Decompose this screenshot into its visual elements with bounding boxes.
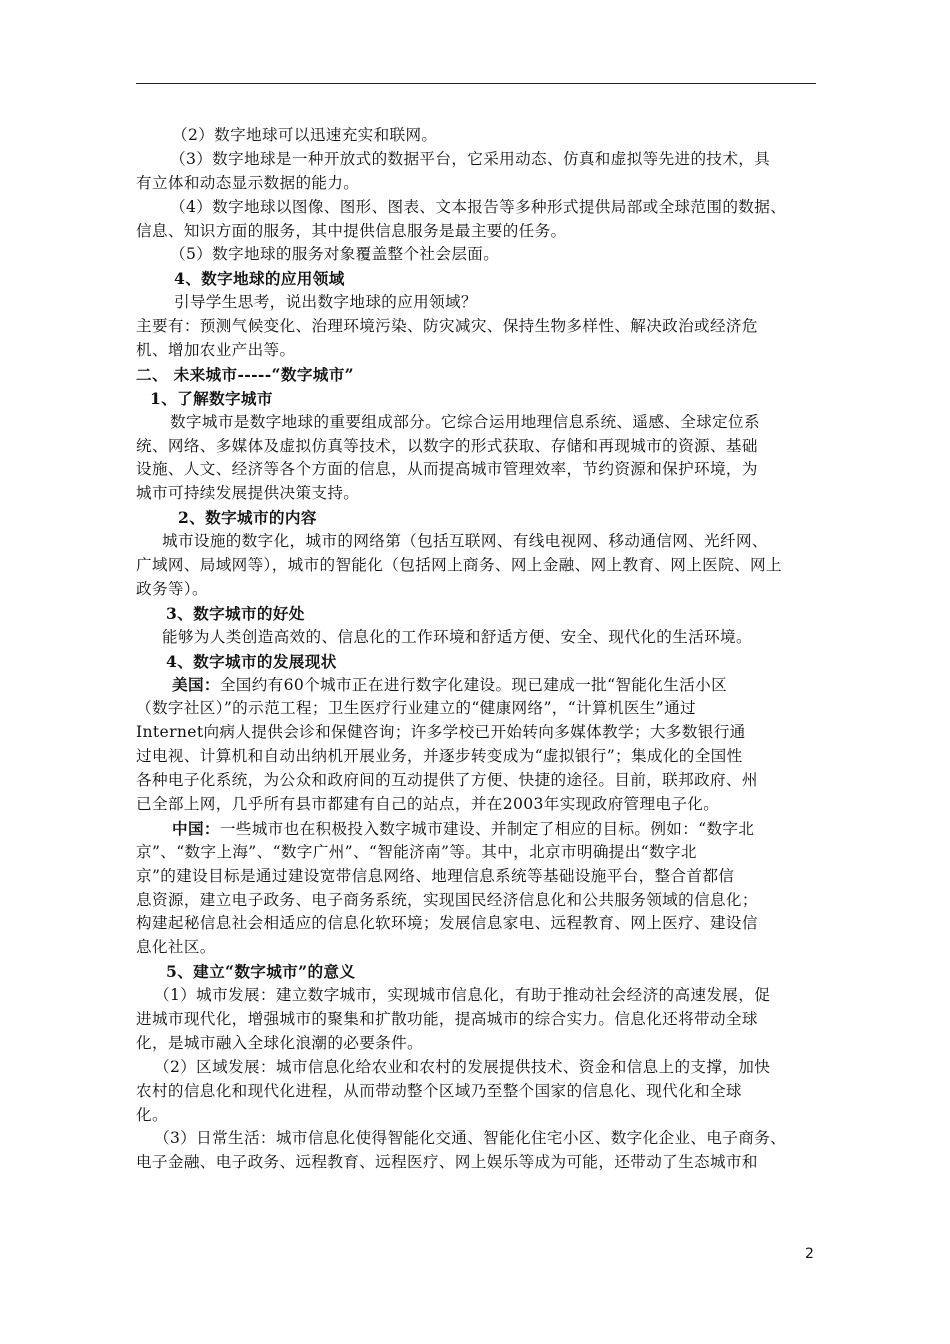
line-text: 一些城市也在积极投入数字城市建设、并制定了相应的目标。例如：“数字北 (219, 819, 755, 838)
line-text: （数字社区）”的示范工程；卫生医疗行业建立的“健康网络”，“计算机医生”通过 (136, 699, 696, 718)
text-line (136, 697, 818, 721)
text-line (136, 865, 818, 889)
document-body (136, 124, 818, 1175)
text-line (136, 220, 818, 244)
line-text: （2）区域发展：城市信息化给农业和农村的发展提供技术、资金和信息上的支撑，加快 (154, 1057, 771, 1076)
text-line (154, 1127, 818, 1151)
line-text: 主要有：预测气候变化、治理环境污染、防灾减灾、保持生物多样性、解决政治或经济危 (136, 317, 758, 336)
line-text: 进城市现代化，增强城市的聚集和扩散功能，提高城市的综合实力。信息化还将带动全球 (136, 1009, 758, 1028)
line-text: 信息、知识方面的服务，其中提供信息服务是最主要的任务。 (136, 221, 567, 240)
line-text: 广域网、局域网等），城市的智能化（包括网上商务、网上金融、网上教育、网上医院、网上 (136, 556, 782, 575)
header-rule (136, 83, 816, 84)
line-text: 息资源，建立电子政务、电子商务系统，实现国民经济信息化和公共服务领域的信息化； (136, 890, 758, 909)
line-text: Internet向病人提供会诊和保健咨询；许多学校已开始转向多媒体教学；大多数银行通 (136, 723, 746, 742)
line-text: 统、网络、多媒体及虚拟仿真等技术，以数字的形式获取、存储和再现城市的资源、基础 (136, 436, 758, 455)
text-line (170, 411, 818, 435)
text-line (136, 721, 818, 745)
line-text: 各种电子化系统，为公众和政府间的互动提供了方便、快捷的途径。目前，联邦政府、州 (136, 771, 758, 790)
line-text: 京”的建设目标是通过建设宽带信息网络、地理信息系统等基础设施平台，整合首都信 (136, 866, 735, 885)
text-line (174, 291, 818, 315)
text-line (162, 626, 818, 650)
text-line (136, 1008, 818, 1032)
text-line (136, 554, 818, 578)
text-line (162, 530, 818, 554)
text-line (170, 243, 818, 267)
line-text: 城市可持续发展提供决策支持。 (136, 484, 360, 503)
text-line (136, 578, 818, 602)
text-line (136, 793, 818, 817)
line-text: 2、数字城市的内容 (178, 508, 317, 528)
text-line (136, 936, 818, 960)
section-heading (136, 363, 818, 387)
line-text: 5、建立“数字城市”的意义 (166, 962, 356, 982)
text-line (136, 315, 818, 339)
line-text: 息化社区。 (136, 938, 216, 957)
line-text: 设施、人文、经济等各个方面的信息，从而提高城市管理效率，节约资源和保护环境，为 (136, 460, 758, 479)
text-line (136, 1032, 818, 1056)
line-text: 机、增加农业产出等。 (136, 341, 296, 360)
line-text: 数字城市是数字地球的重要组成部分。它综合运用地理信息系统、遥感、全球定位系 (170, 412, 760, 431)
page-number: 2 (805, 1246, 814, 1262)
text-line (154, 984, 818, 1008)
line-text: 二、 未来城市-----“数字城市” (136, 364, 354, 384)
text-line (172, 124, 818, 148)
line-text: 农村的信息化和现代化进程，从而带动整个区域乃至整个国家的信息化、现代化和全球 (136, 1081, 742, 1100)
text-line (136, 889, 818, 913)
line-text: 已全部上网，几乎所有县市都建有自己的站点，并在2003年实现政府管理电子化。 (136, 794, 720, 813)
line-text: 化。 (136, 1105, 168, 1124)
line-text: 1、了解数字城市 (150, 388, 273, 408)
line-text: 全国约有60个城市正在进行数字化建设。现已建成一批“智能化生活小区 (219, 676, 728, 695)
line-text: 京”、“数字上海”、“数字广州”、“智能济南”等。其中，北京市明确提出“数字北 (136, 842, 697, 861)
line-text: 政务等）。 (136, 579, 208, 598)
text-line (136, 841, 818, 865)
text-line (136, 1151, 818, 1175)
line-text: 过电视、计算机和自动出纳机开展业务，并逐步转变成为“虚拟银行”；集成化的全国性 (136, 747, 743, 766)
text-line (136, 769, 818, 793)
text-line (154, 1056, 818, 1080)
line-text: 引导学生思考，说出数字地球的应用领域？ (174, 293, 477, 312)
text-line (136, 339, 818, 363)
text-line (136, 1080, 818, 1104)
section-heading (174, 267, 818, 291)
line-text: （1）城市发展：建立数字城市，实现城市信息化，有助于推动社会经济的高速发展，促 (154, 986, 771, 1005)
text-line (172, 817, 818, 841)
line-text: 能够为人类创造高效的、信息化的工作环境和舒适方便、安全、现代化的生活环境。 (162, 627, 752, 646)
text-line (170, 148, 818, 172)
line-text: （4）数字地球以图像、图形、图表、文本报告等多种形式提供局部或全球范围的数据、 (170, 197, 787, 216)
line-text: （3）日常生活：城市信息化使得智能化交通、智能化住宅小区、数字化企业、电子商务、 (154, 1129, 787, 1148)
line-text: 电子金融、电子政务、远程教育、远程医疗、网上娱乐等成为可能，还带动了生态城市和 (136, 1153, 758, 1172)
line-text: （5）数字地球的服务对象覆盖整个社会层面。 (170, 245, 500, 264)
section-heading (166, 650, 818, 674)
line-text: 4、数字城市的发展现状 (166, 651, 337, 671)
text-line (136, 745, 818, 769)
line-text: （3）数字地球是一种开放式的数据平台，它采用动态、仿真和虚拟等先进的技术，具 (170, 149, 771, 168)
text-line (170, 196, 818, 220)
text-line (136, 172, 818, 196)
line-text: 有立体和动态显示数据的能力。 (136, 173, 360, 192)
line-text: 构建起秘信息社会相适应的信息化软环境；发展信息家电、远程教育、网上医疗、建设信 (136, 914, 758, 933)
section-heading (178, 506, 818, 530)
line-text: 4、数字地球的应用领域 (174, 269, 345, 289)
line-text: 城市设施的数字化，城市的网络第（包括互联网、有线电视网、移动通信网、光纤网、 (162, 532, 768, 551)
bold-lead-label: 美国： (172, 675, 220, 695)
text-line (136, 1104, 818, 1128)
line-text: （2）数字地球可以迅速充实和联网。 (172, 126, 438, 144)
section-heading (150, 387, 818, 411)
section-heading (166, 960, 818, 984)
section-heading (166, 602, 818, 626)
line-text: 3、数字城市的好处 (166, 603, 305, 623)
text-line (136, 435, 818, 459)
text-line (136, 912, 818, 936)
bold-lead-label: 中国： (172, 818, 220, 838)
line-text: 化，是城市融入全球化浪潮的必要条件。 (136, 1033, 423, 1052)
text-line (136, 482, 818, 506)
text-line (136, 458, 818, 482)
text-line (172, 673, 818, 697)
